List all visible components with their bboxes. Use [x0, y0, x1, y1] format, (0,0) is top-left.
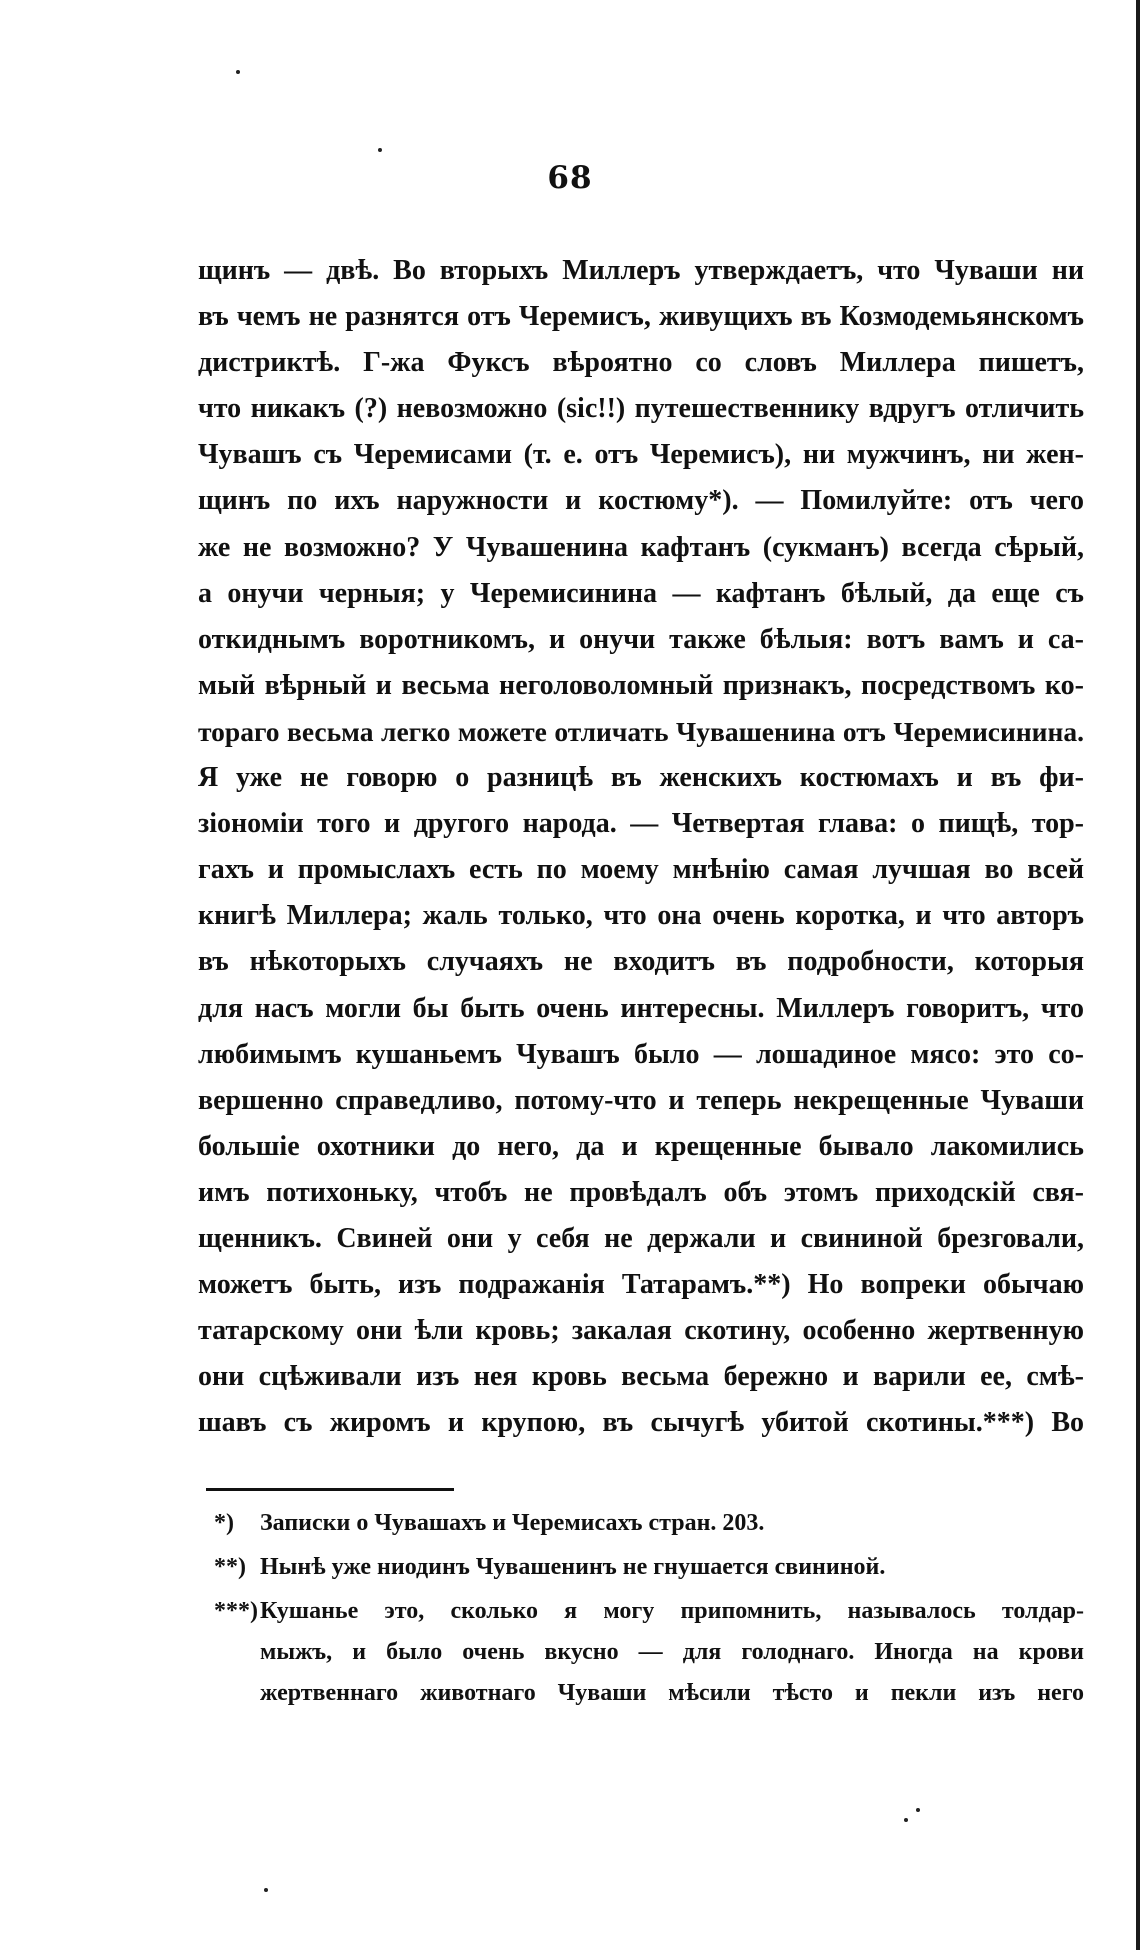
- text-line: гахъ и промыслахъ есть по моему мнѣнію самая лучшая во всей: [198, 854, 1084, 886]
- text-line: можетъ быть, изъ подражанія Татарамъ.**) Но вопреки обычаю: [198, 1269, 1084, 1301]
- text-line: для насъ могли бы быть очень интересны. Миллеръ говоритъ, что: [198, 992, 1084, 1024]
- text-line: же не возможно? У Чувашенина кафтанъ (сукманъ) всегда сѣрый,: [198, 531, 1084, 563]
- footnote-mark: **): [214, 1554, 246, 1580]
- text-line: щинъ — двѣ. Во вторыхъ Миллеръ утверждаетъ, что Чуваши ни: [198, 255, 1084, 286]
- footnote-line: Кушанье это, сколько я могу припомнить, называлось толдар-: [260, 1598, 1084, 1624]
- text-line: щинъ по ихъ наружности и костюму*). — Помилуйте: отъ чего: [198, 485, 1084, 517]
- text-line: въ нѣкоторыхъ случаяхъ не входитъ въ подробности, которыя: [198, 946, 1084, 978]
- text-line: откиднымъ воротникомъ, и онучи также бѣлыя: вотъ вамъ и са-: [198, 623, 1084, 655]
- text-line: большіе охотники до него, да и крещенные бывало лакомились: [198, 1130, 1084, 1162]
- page-number: 68: [547, 160, 593, 196]
- speck: [378, 148, 382, 152]
- main-text: [198, 248, 1084, 1446]
- text-line: щенникъ. Свиней они у себя не держали и свининой брезговали,: [198, 1222, 1084, 1254]
- text-line: въ чемъ не разнятся отъ Черемисъ, живущихъ въ Козмодемьянскомъ: [198, 301, 1084, 333]
- text-line: шавъ съ жиромъ и крупою, въ сычугѣ убитой скотины.***) Во: [198, 1407, 1084, 1439]
- speck: [236, 70, 240, 74]
- text-line: мый вѣрный и весьма неголоволомный признакъ, посредствомъ ко-: [198, 669, 1084, 701]
- footnote-mark: *): [214, 1510, 234, 1536]
- page-edge-rule: [1136, 0, 1140, 1950]
- footnote-mark: ***): [214, 1598, 258, 1624]
- footnote-separator: [206, 1488, 454, 1491]
- footnote-2: [206, 1547, 1084, 1588]
- footnotes: [206, 1503, 1084, 1714]
- speck: [916, 1808, 920, 1812]
- footnote-line: Нынѣ уже ниодинъ Чувашенинъ не гнушается свининой.: [260, 1554, 886, 1580]
- footnote-line: Записки о Чувашахъ и Черемисахъ стран. 203.: [260, 1510, 765, 1536]
- footnote-3: [206, 1591, 1084, 1714]
- text-line: а онучи черныя; у Черемисинина — кафтанъ бѣлый, да еще съ: [198, 577, 1084, 609]
- text-line: Я уже не говорю о разницѣ въ женскихъ костюмахъ и въ фи-: [198, 762, 1084, 794]
- text-line: зіономіи того и другого народа. — Четвертая глава: о пищѣ, тор-: [198, 808, 1084, 840]
- speck: [264, 1888, 268, 1892]
- footnote-1: [206, 1503, 1084, 1544]
- footnote-line: жертвеннаго животнаго Чуваши мѣсили тѣсто и пекли изъ него: [260, 1680, 1084, 1706]
- text-line: тораго весьма легко можете отличать Чувашенина отъ Черемисинина.: [198, 715, 1084, 747]
- text-line: они сцѣживали изъ нея кровь весьма бережно и варили ее, смѣ-: [198, 1361, 1084, 1393]
- text-line: татарскому они ѣли кровь; закалая скотину, особенно жертвенную: [198, 1315, 1084, 1347]
- text-line: дистриктѣ. Г-жа Фуксъ вѣроятно со словъ Миллера пишетъ,: [198, 347, 1084, 379]
- text-line: книгѣ Миллера; жаль только, что она очень коротка, и что авторъ: [198, 900, 1084, 932]
- text-line: любимымъ кушаньемъ Чувашъ было — лошадиное мясо: это со-: [198, 1038, 1084, 1070]
- text-line: имъ потихоньку, чтобъ не провѣдалъ объ этомъ приходскій свя-: [198, 1176, 1084, 1208]
- footnote-line: мыжъ, и было очень вкусно — для голоднаго. Иногда на крови: [260, 1639, 1084, 1665]
- text-line: Чувашъ съ Черемисами (т. е. отъ Черемисъ), ни мужчинъ, ни жен-: [198, 439, 1084, 471]
- speck: [904, 1818, 908, 1822]
- text-line: вершенно справедливо, потому-что и теперь некрещенные Чуваши: [198, 1084, 1084, 1116]
- text-line: что никакъ (?) невозможно (sic!!) путешественнику вдругъ отличить: [198, 393, 1084, 425]
